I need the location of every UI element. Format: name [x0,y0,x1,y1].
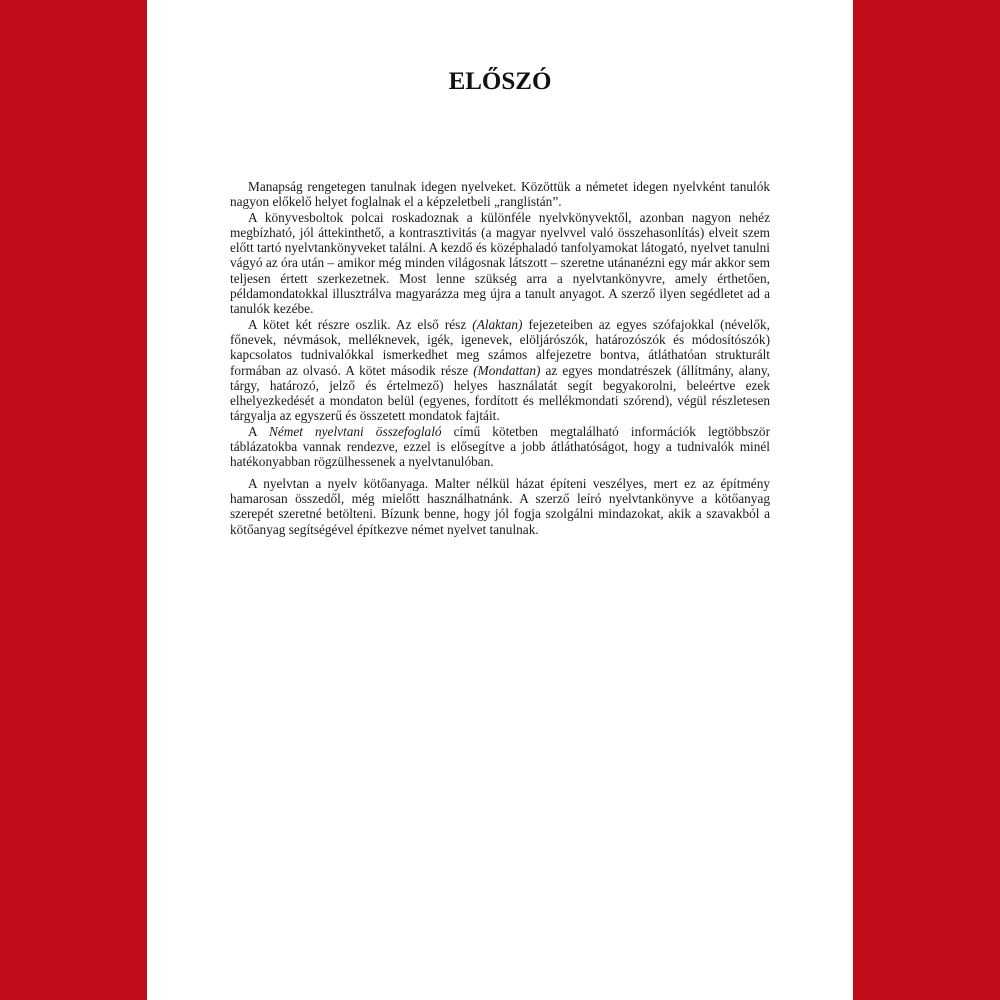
paragraph-text: A nyelvtan a nyelv kötőanyaga. Malter nélkül házat építeni veszélyes, mert ez az építmény hamarosan összedől, még mielőtt használhatnánk. A szerző leíró nyelvtankönyve a kötőanyag szerepét szeretné betölteni. Bízunk benne, hogy jól fogja szolgálni mindazokat, akik a szavakból a kötőanyag segítségével építkezve német nyelvet tanulnak. [230,475,770,537]
italic-term: (Mondattan) [473,362,541,378]
paragraph-4 [230,424,770,470]
paragraph-text: fejezeteiben az egyes szófajokkal (névelők, főnevek, névmások, melléknevek, igék, igenevek, elöljárószók, határozószók és módosítószók) kapcsolatos tudnivalókkal ismerkedhet meg számos alfejezetre bontva, átláthatóan strukturált formában az olvasó. A kötet második része [230,316,770,378]
paragraph-1 [230,179,770,210]
paragraph-text: Manapság rengetegen tanulnak idegen nyelveket. Közöttük a németet idegen nyelvként tanulók nagyon előkelő helyet foglalnak el a képzeletbeli „ranglistán”. [230,179,770,210]
paragraph-text: az egyes mondatrészek (állítmány, alany, tárgy, határozó, jelző és értelmező) helyes használatát segít begyakorolni, beleértve ezek elhelyezkedését a mondaton belül (egyenes, fordított és mellékmondati szórend), végül részletesen tárgyalja az egyszerű és összetett mondatok fajtáit. [230,362,771,424]
paragraph-text: A [248,423,269,439]
paragraph-5 [230,476,770,537]
paragraph-text: című kötetben megtalálható információk legtöbbször táblázatokba vannak rendezve, ezzel is elősegítve a jobb átláthatóságot, hogy a tudnivalók minél hatékonyabban rögzülhessenek a nyelvtanulóban. [230,423,770,470]
preface-body [230,179,770,537]
paragraph-3 [230,317,770,424]
paragraph-text: A könyvesboltok polcai roskadoznak a különféle nyelvkönyvektől, azonban nagyon nehéz megbízható, jól áttekinthető, a kontrasztivitás (a magyar nyelvvel való összehasonlítás) elveit szem előtt tartó nyelvtankönyveket találni. A kezdő és középhaladó tanfolyamokat látogató, nyelvet tanulni vágyó az óra után – amikor még minden világosnak látszott – szeretne utánanézni egy már akkor sem teljesen értett szerkezetnek. Most lenne szükség arra a nyelvtankönyvre, amely érthetően, példamondatokkal illusztrálva magyarázza meg újra a tanult anyagot. A szerző ilyen segédletet ad a tanulók kezébe. [230,209,770,317]
page-title: ELŐSZÓ [448,68,552,95]
paragraph-2 [230,210,770,317]
paragraph-text: A kötet két részre oszlik. Az első rész [248,316,473,332]
italic-book-title: Német nyelvtani összefoglaló [268,423,442,439]
italic-term: (Alaktan) [472,316,523,332]
book-page [147,0,853,1000]
